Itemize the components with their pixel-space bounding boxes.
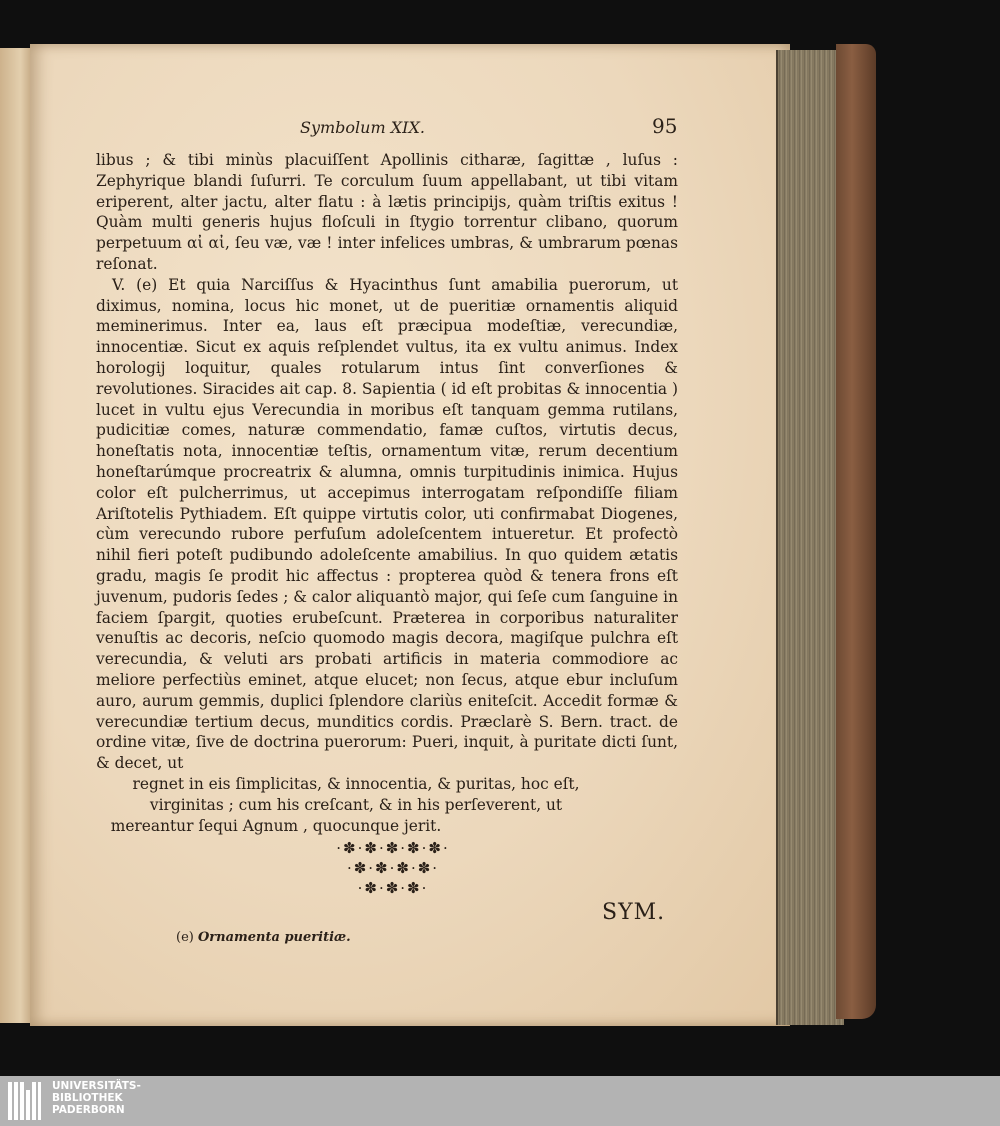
footnote: [176, 930, 351, 945]
ornament-row: ·✽·✽·✽·: [357, 879, 429, 897]
book-cover: [836, 44, 876, 1019]
printers-ornament: [288, 838, 498, 898]
library-logo-icon: [8, 1082, 48, 1120]
tail-line-1: regnet in eis ſimplicitas, & innocentia, & puritas, hoc eſt, virginitas ; cum his creſcant, & in his perſeverent, ut: [132, 774, 580, 814]
tail-line-2: mereantur ſequi Agnum , quocunque jerit.: [110, 816, 442, 835]
running-head: Symbolum XIX.: [300, 118, 425, 137]
library-name-line: UNIVERSITÄTS-: [52, 1080, 141, 1092]
footnote-mark: (e): [176, 930, 194, 945]
ornament-row: ·✽·✽·✽·✽·: [346, 859, 440, 877]
library-name-line: PADERBORN: [52, 1104, 125, 1116]
library-name-line: BIBLIOTHEK: [52, 1092, 123, 1104]
page-number: 95: [652, 114, 678, 138]
paragraph-1: libus ; & tibi minùs placuiſſent Apollinis citharæ, ſagittæ , luſus : Zephyrique blandi ſuſurri. Te corculum ſuum appellabant, ut tibi vitam eriperent, alter jactu, alter flatu : à lætis principijs, quàm triſtis exitus ! Quàm multi generis hujus floſculi in ſtygio torrentur clibano, quorum perpetuum αἰ αἰ, ſeu væ, væ ! inter infelices umbras, & umbrarum pœnas reſonat.: [96, 151, 678, 273]
paragraph-2: V. (e) Et quia Narciſſus & Hyacinthus ſunt amabilia puerorum, ut diximus, nomina, locus hic monet, ut de pueritiæ ornamentis aliquid meminerimus. Inter ea, laus eſt præcipua modeſtiæ, verecundiæ, innocentiæ. Sicut ex aquis reſplendet vultus, ita ex vultu animus. Index horologij loquitur, quales rotularum intus ſint converſiones & revolutiones. Siracides ait cap. 8. Sapientia ( id eſt probitas & innocentia ) lucet in vultu ejus Verecundia in moribus eſt tanquam gemma rutilans, pudicitiæ comes, naturæ commendatio, famæ cuſtos, virtutis decus, honeſtatis nota, innocentiæ teſtis, ornamentum vitæ, rerum decentium honeſtarúmque procreatrix & alumna, omnis turpitudinis inimica. Hujus color eſt pulcherrimus, ut accepimus interrogatam reſpondiſſe filiam Ariſtotelis Pythiadem. Eſt quippe virtutis color, uti confirmabat Diogenes, cùm verecundo rubore perfuſum adoleſcentem intueretur. Et profectò nihil fieri poteſt pudibundo adoleſcente amabilius. In quo quidem ætatis gradu, magis ſe prodit hic affectus : propterea quòd & tenera frons eſt juvenum, pudoris ſedes ; & calor aliquantò major, qui ſeſe cum ſanguine in faciem ſpargit, quoties erubeſcunt. Præterea in corporibus naturaliter venuſtis ac decoris, neſcio quomodo magis decora, magiſque pulchra eſt verecundia, & veluti ars probati artificis in materia commodiore ac meliore perfectiùs eminet, atque elucet; non ſecus, atque ebur incluſum auro, aurum gemmis, duplici ſplendore clariùs eniteſcit. Accedit formæ & verecundiæ tertium decus, munditics cordis. Præclarè S. Bern. tract. de ordine vitæ, ſive de doctrina puerorum: Pueri, inquit, à puritate dicti ſunt, & decet, ut: [96, 275, 678, 773]
ornament-row: ·✽·✽·✽·✽·✽·: [336, 839, 450, 857]
library-footer: [0, 1076, 1000, 1126]
catchword: SYM.: [602, 900, 666, 925]
page-body: [96, 150, 678, 836]
library-name: [52, 1080, 141, 1116]
page-edges: [776, 50, 844, 1025]
footnote-text: Ornamenta pueritiæ.: [197, 930, 351, 945]
